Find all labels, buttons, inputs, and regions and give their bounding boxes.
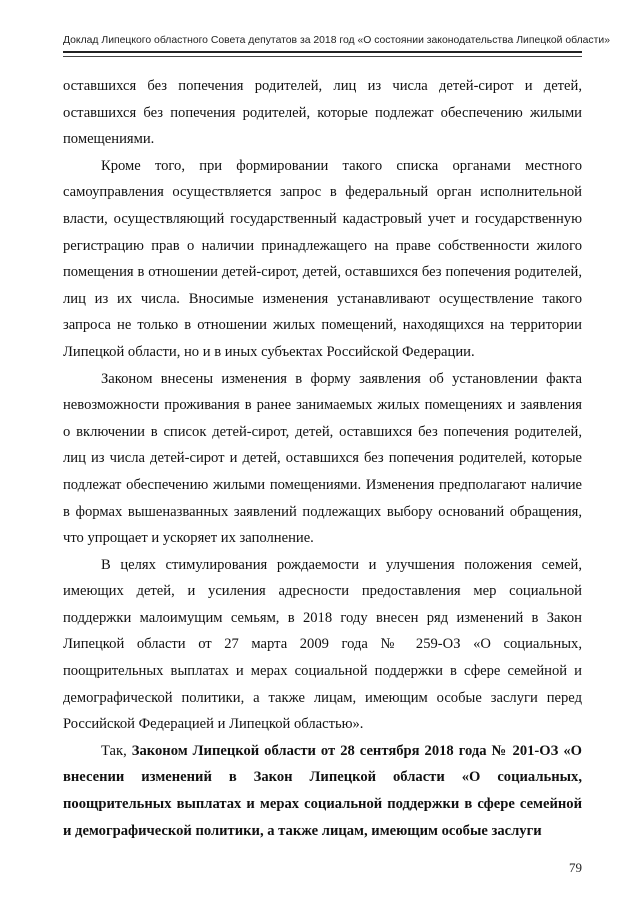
body-text [63,73,582,844]
paragraph-cadastral-request: Кроме того, при формировании такого списка органами местного самоуправления осуществляется запрос в федеральный орган исполнительной власти, осуществляющий государственный кадастровый учет и государственную регистрацию прав о наличии принадлежащего на праве собственности жилого помещения в отношении детей-сирот, детей, оставшихся без попечения родителей, лиц из их числа. Вносимые изменения устанавливают осуществление такого запроса не только в отношении жилых помещений, находящихся на территории Липецкой области, но и в иных субъектах Российской Федерации. [63,157,582,360]
paragraph-application-forms: Законом внесены изменения в форму заявления об установлении факта невозможности проживания в ранее занимаемых жилых помещениях и заявления о включении в список детей-сирот, детей, оставшихся без попечения родителей, лиц из числа детей-сирот и детей, оставшихся без попечения родителей, которые подлежат обеспечению жилыми помещениями. Изменения предполагают наличие в формах вышеназванных заявлений подлежащих выбору оснований обращения, что упрощает и ускоряет их заполнение. [63,370,582,547]
paragraph-law-201 [63,738,582,844]
paragraph-law-201-prefix: Так, [101,742,132,759]
paragraph-birth-rate-support: В целях стимулирования рождаемости и улучшения положения семей, имеющих детей, и усиления адресности предоставления мер социальной поддержки малоимущим семьям, в 2018 году внесен ряд изменений в Закон Липецкой области от 27 марта 2009 года № 259-ОЗ «О социальных, поощрительных выплатах и мерах социальной поддержки в сфере семейной и демографической политики, а также лицам, имеющим особые заслуги перед Российской Федерацией и Липецкой областью». [63,556,582,733]
page-number: 79 [569,860,582,875]
law-201-title: Законом Липецкой области от 28 сентября 2018 года № 201-ОЗ «О внесении изменений в Закон Липецкой области «О социальных, поощрительных выплатах и мерах социальной поддержки в сфере семейной и демографической политики, а также лицам, имеющим особые заслуги [63,742,582,839]
header-rule [63,51,582,57]
running-header: Доклад Липецкого областного Совета депутатов за 2018 год «О состоянии законодательства Липецкой области» [63,35,610,46]
paragraph-continuation: оставшихся без попечения родителей, лиц из числа детей-сирот и детей, оставшихся без попечения родителей, которые подлежат обеспечению жилыми помещениями. [63,78,582,148]
